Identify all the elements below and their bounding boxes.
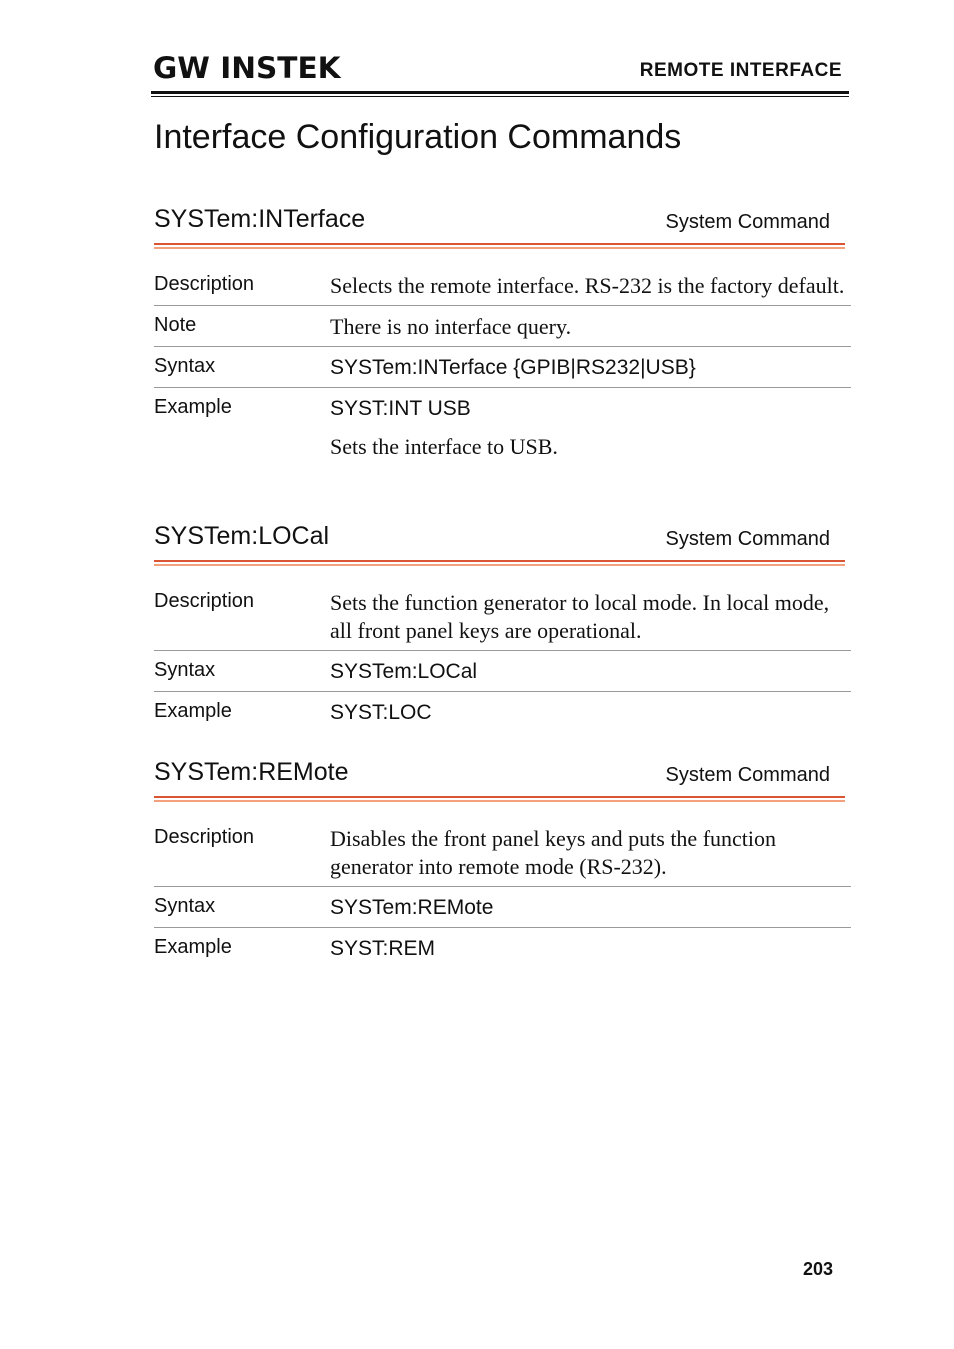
command-header (154, 205, 851, 253)
command-block-remote (154, 758, 851, 968)
example-value: SYST:INT USB (330, 397, 471, 420)
command-block-interface (154, 205, 851, 466)
command-name: SYSTem:REMote (154, 758, 349, 786)
page-number: 203 (802, 1259, 833, 1279)
description-label: Description (154, 273, 255, 295)
command-rule (154, 243, 845, 245)
example-label: Example (154, 396, 232, 418)
example-value: SYST:REM (330, 937, 436, 960)
note-value: There is no interface query. (330, 314, 572, 339)
command-type: System Command (665, 528, 830, 550)
example-row (154, 928, 851, 968)
command-header (154, 522, 851, 570)
description-value: Disables the front panel keys and puts the function generator into remote mode (RS-232). (330, 826, 777, 879)
gw-instek-logo: GW INSTEK (153, 51, 341, 85)
command-type: System Command (665, 764, 830, 786)
command-rule-light (154, 247, 845, 249)
syntax-value: SYSTem:LOCal (330, 660, 478, 683)
description-row (154, 265, 851, 306)
example-row (154, 692, 851, 732)
syntax-label: Syntax (154, 895, 216, 917)
description-row (154, 582, 851, 651)
note-label: Note (154, 314, 197, 336)
description-label: Description (154, 826, 255, 848)
command-header (154, 758, 851, 806)
command-rule-light (154, 800, 845, 802)
command-type: System Command (665, 211, 830, 233)
example-row (154, 388, 851, 466)
example-block (330, 388, 851, 466)
page-title: Interface Configuration Commands (154, 118, 682, 156)
command-name: SYSTem:LOCal (154, 522, 330, 550)
command-rule (154, 560, 845, 562)
syntax-label: Syntax (154, 659, 216, 681)
command-rule-light (154, 564, 845, 566)
example-explanation: Sets the interface to USB. (330, 434, 558, 459)
syntax-value: SYSTem:INTerface {GPIB|RS232|USB} (330, 356, 696, 379)
syntax-row (154, 347, 851, 388)
syntax-row (154, 887, 851, 928)
command-rule (154, 796, 845, 798)
note-row (154, 306, 851, 347)
description-row (154, 818, 851, 887)
description-value: Sets the function generator to local mode. In local mode, all front panel keys are operational. (330, 590, 830, 643)
syntax-value: SYSTem:REMote (330, 896, 494, 919)
description-value: Selects the remote interface. RS-232 is the factory default. (330, 273, 845, 298)
section-header: REMOTE INTERFACE (639, 60, 842, 81)
syntax-label: Syntax (154, 355, 216, 377)
example-label: Example (154, 936, 232, 958)
example-label: Example (154, 700, 232, 722)
command-block-local (154, 522, 851, 732)
header-rule-thin (151, 96, 849, 97)
header-rule-thick (151, 91, 849, 94)
description-label: Description (154, 590, 255, 612)
example-value: SYST:LOC (330, 701, 432, 724)
command-name: SYSTem:INTerface (154, 205, 366, 233)
syntax-row (154, 651, 851, 692)
